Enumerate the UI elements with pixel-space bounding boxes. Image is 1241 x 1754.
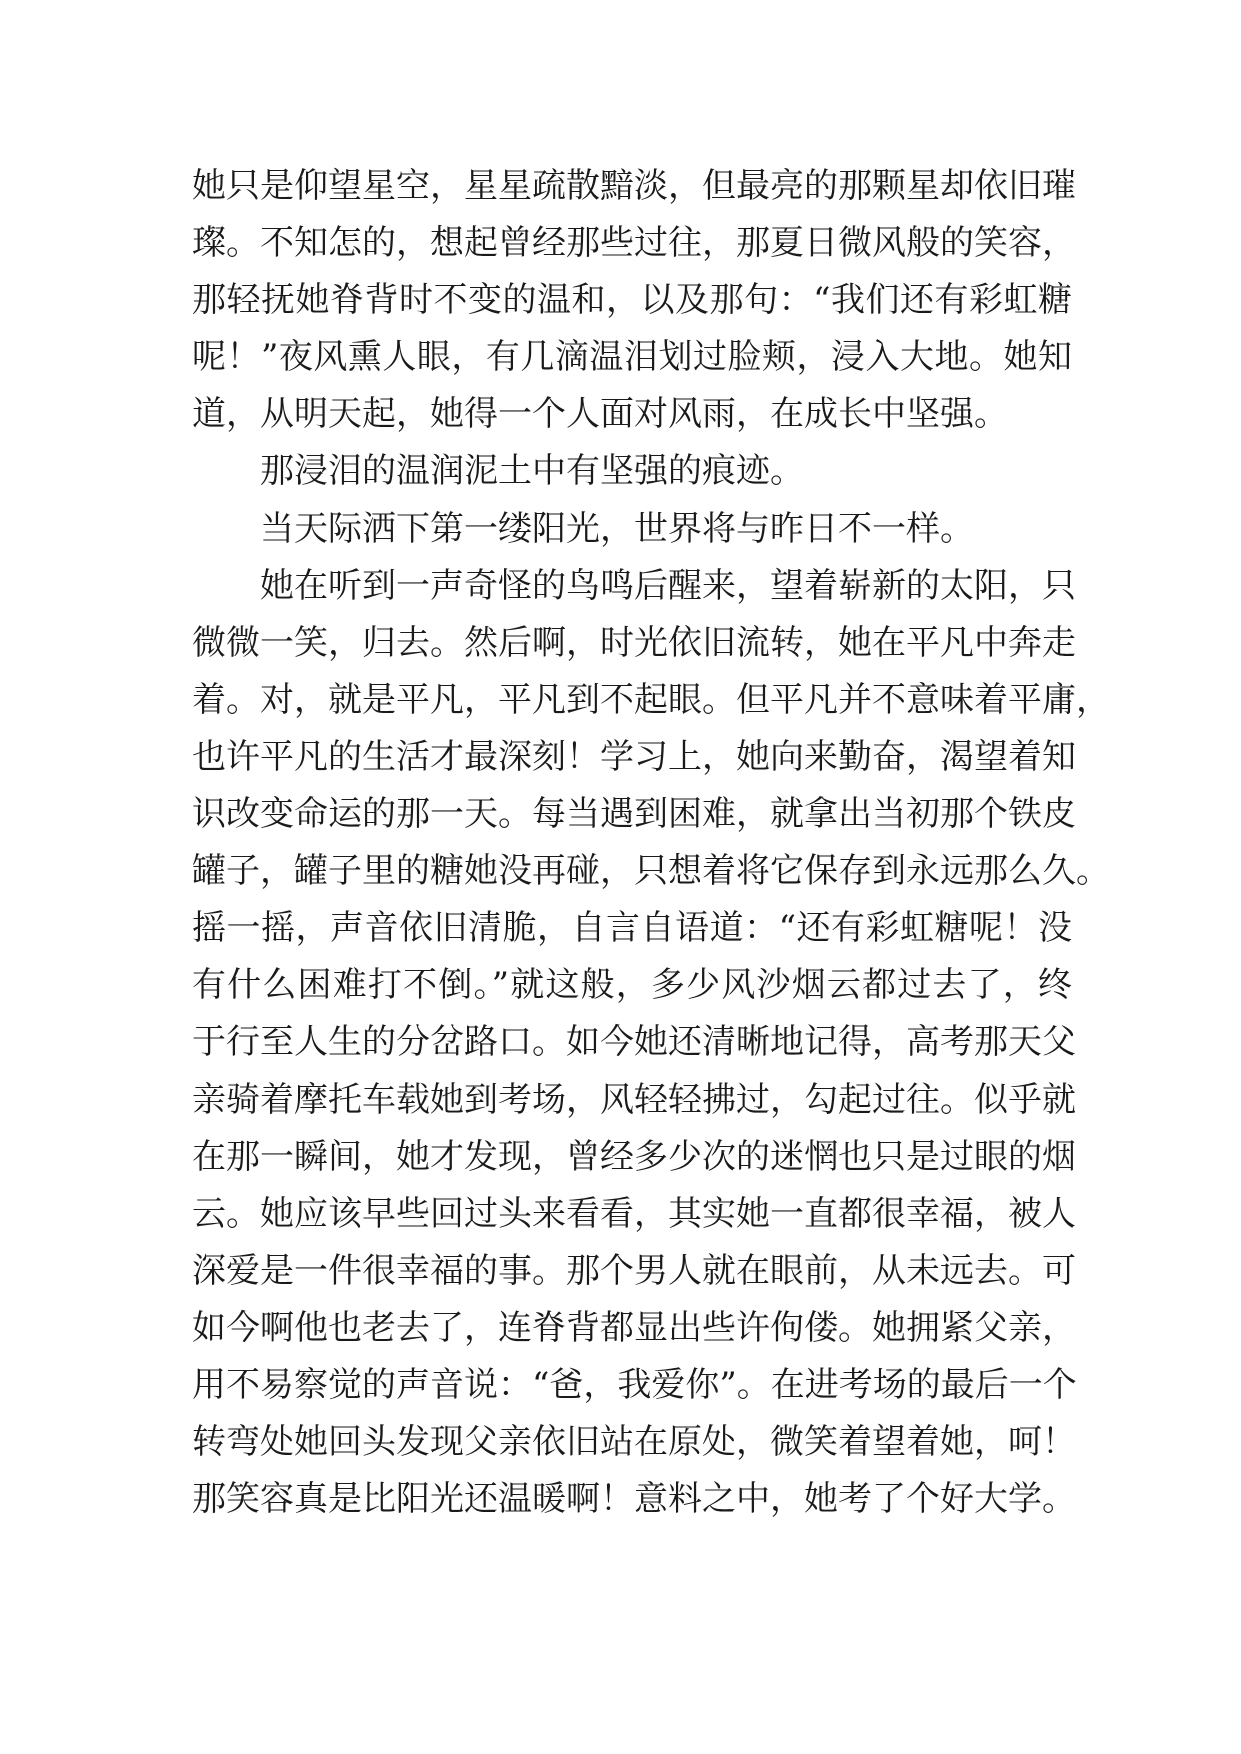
text-line: 呢！”夜风熏人眼，有几滴温泪划过脸颊，浸入大地。她知 — [192, 337, 1072, 378]
text-line: 有什么困难打不倒。”就这般，多少风沙烟云都过去了，终 — [192, 965, 1072, 1006]
text-line: 也许平凡的生活才最深刻！学习上，她向来勤奋，渴望着知 — [192, 736, 1076, 777]
text-line: 转弯处她回头发现父亲依旧站在原处，微笑着望着她，呵！ — [192, 1422, 1076, 1463]
paragraph — [192, 558, 1110, 1529]
text-line: 如今啊他也老去了，连脊背都显出些许佝偻。她拥紧父亲， — [192, 1307, 1076, 1348]
text-line: 用不易察觉的声音说：“爸，我爱你”。在进考场的最后一个 — [192, 1364, 1077, 1405]
text-line: 着。对，就是平凡，平凡到不起眼。但平凡并不意味着平庸， — [192, 679, 1110, 720]
paragraph — [192, 501, 1072, 558]
text-line: 识改变命运的那一天。每当遇到困难，就拿出当初那个铁皮 — [192, 794, 1076, 835]
text-line: 于行至人生的分岔路口。如今她还清晰地记得，高考那天父 — [192, 1022, 1076, 1063]
text-line: 摇一摇，声音依旧清脆，自言自语道：“还有彩虹糖呢！没 — [192, 908, 1072, 949]
text-line: 亲骑着摩托车载她到考场，风轻轻拂过，勾起过往。似乎就 — [192, 1079, 1076, 1120]
text-line: 她在听到一声奇怪的鸟鸣后醒来，望着崭新的太阳，只 — [260, 565, 1076, 606]
paragraph — [192, 158, 1076, 443]
text-line: 罐子，罐子里的糖她没再碰，只想着将它保存到永远那么久。 — [192, 851, 1110, 892]
text-line: 深爱是一件很幸福的事。那个男人就在眼前，从未远去。可 — [192, 1250, 1076, 1291]
body-text — [192, 158, 1110, 1528]
text-line: 那轻抚她脊背时不变的温和，以及那句：“我们还有彩虹糖 — [192, 280, 1072, 321]
text-line: 当天际洒下第一缕阳光，世界将与昨日不一样。 — [260, 508, 974, 549]
text-line: 在那一瞬间，她才发现，曾经多少次的迷惘也只是过眼的烟 — [192, 1136, 1076, 1177]
text-line: 云。她应该早些回过头来看看，其实她一直都很幸福，被人 — [192, 1193, 1076, 1234]
text-line: 道，从明天起，她得一个人面对风雨，在成长中坚强。 — [192, 394, 1008, 435]
text-line: 璨。不知怎的，想起曾经那些过往，那夏日微风般的笑容， — [192, 223, 1076, 264]
text-line: 微微一笑，归去。然后啊，时光依旧流转，她在平凡中奔走 — [192, 622, 1076, 663]
text-line: 她只是仰望星空，星星疏散黯淡，但最亮的那颗星却依旧璀 — [192, 166, 1076, 206]
text-line: 那笑容真是比阳光还温暖啊！意料之中，她考了个好大学。 — [192, 1479, 1076, 1520]
paragraph — [192, 443, 1072, 500]
text-line: 那浸泪的温润泥土中有坚强的痕迹。 — [260, 451, 804, 492]
